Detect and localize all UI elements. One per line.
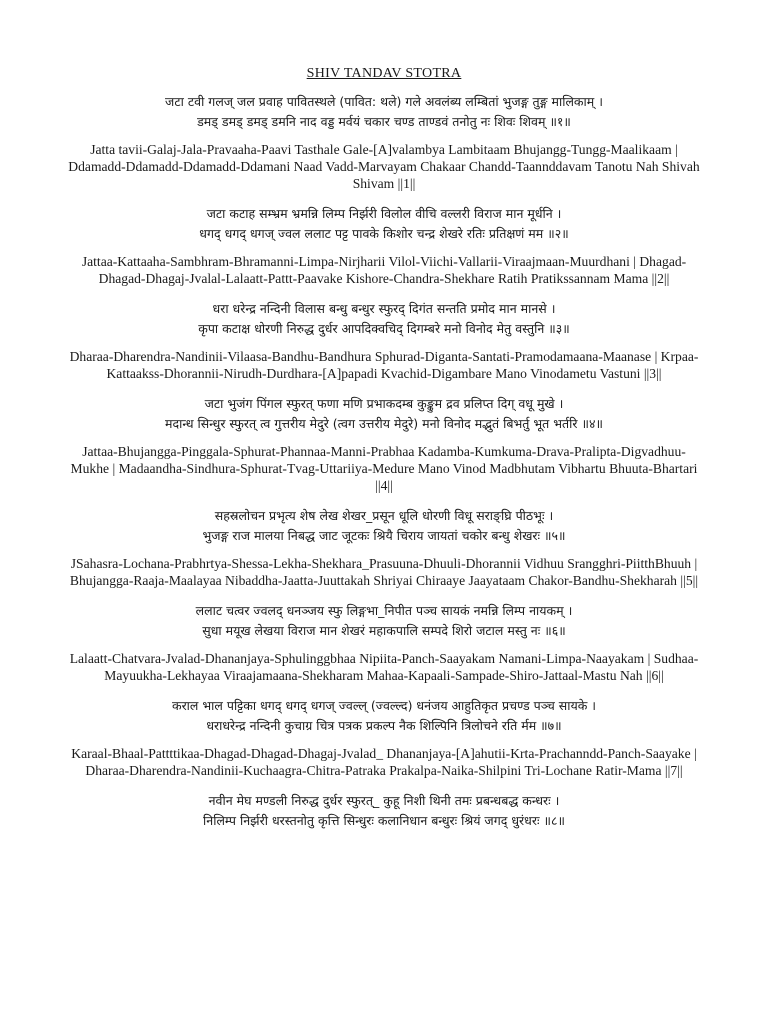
devanagari-verse [62,92,706,132]
devanagari-line: भुजङ्ग राज मालया निबद्ध जाट जूटकः श्रियै चिराय जायतां चकोर बन्धु शेखरः ॥५॥ [202,528,566,543]
devanagari-line: निलिम्प निर्झरी धरस्तनोतु कृत्ति सिन्धुरः कलानिधान बन्धुरः श्रियं जगद् धुरंधरः ॥८॥ [203,813,565,828]
transliteration: Karaal-Bhaal-Pattttikaa-Dhagad-Dhagad-Dhagaj-Jvalad_ Dhananjaya-[A]ahutii-Krta-Prachanndd-Panch-Saayake | Dharaa-Dharendra-Nandinii-Kuchaagra-Chitra-Patraka Prakalpa-Naika-Shilpini Tri-Lochane Ratir-Mama ||7|| [71,746,697,778]
verse-block [62,506,706,589]
verse-list [62,92,706,831]
transliteration: Lalaatt-Chatvara-Jvalad-Dhananjaya-Sphulinggbhaa Nipiita-Panch-Saayakam Namani-Limpa-Naayakam | Sudhaa-Mayuukha-Lekhayaa Viraajamaana-Shekharam Mahaa-Kapaali-Sampade-Shiro-Jattaal-Mastu Nah ||6|| [69,651,699,683]
verse-block [62,92,706,192]
transliteration: Jattaa-Kattaaha-Sambhram-Bhramanni-Limpa-Nirjharii Vilol-Viichi-Vallarii-Viraajmaan-Muurdhani | Dhagad-Dhagad-Dhagaj-Jvalal-Lalaatt-Pattt-Paavake Kishore-Chandra-Shekhare Ratih Pratikssannam Mama ||2|| [81,254,687,286]
transliteration: Jatta tavii-Galaj-Jala-Pravaaha-Paavi Tasthale Gale-[A]valambya Lambitaam Bhujangg-Tungg-Maalikaam | Ddamadd-Ddamadd-Ddamadd-Ddamani Naad Vadd-Marvayam Chakaar Chandd-Taannddavam Tanotu Nah Shivah Shivam ||1|| [68,142,700,191]
transliteration: JSahasra-Lochana-Prabhrtya-Shessa-Lekha-Shekhara_Prasuuna-Dhuuli-Dhorannii Vidhuu Srangghri-PiitthBhuuh | Bhujangga-Raaja-Maalayaa Nibaddha-Jaatta-Juuttakah Shriyai Chiraaye Jaayataam Chakor-Bandhu-Shekharah ||5|| [69,556,699,588]
devanagari-line: धगद् धगद् धगज् ज्वल ललाट पट्ट पावके किशोर चन्द्र शेखरे रतिः प्रतिक्षणं मम ॥२॥ [199,226,569,241]
devanagari-verse [62,394,706,434]
devanagari-verse [62,299,706,339]
transliteration: Dharaa-Dharendra-Nandinii-Vilaasa-Bandhu-Bandhura Sphurad-Diganta-Santati-Pramodamaana-Maanase | Krpaa-Kattaakss-Dhorannii-Nirudh-Durdhara-[A]papadi Kvachid-Digambare Mano Vinodametu Vastuni ||3|| [69,349,699,381]
verse-block [62,394,706,494]
verse-block [62,791,706,831]
devanagari-verse [62,204,706,244]
devanagari-line: डमड् डमड् डमड् डमनि नाद वड्ड मर्वयं चकार चण्ड ताण्डवं तनोतु नः शिवः शिवम् ॥१॥ [197,114,571,129]
devanagari-line: धराधरेन्द्र नन्दिनी कुचाग्र चित्र पत्रक प्रकल्प नैक शिल्पिनि त्रिलोचने रति र्मम ॥७॥ [206,718,562,733]
devanagari-verse [62,791,706,831]
devanagari-line: सुधा मयूख लेखया विराज मान शेखरं महाकपालि सम्पदे शिरो जटाल मस्तु नः ॥६॥ [202,623,566,638]
page-title: SHIV TANDAV STOTRA [306,66,462,81]
verse-block [62,299,706,382]
devanagari-line: कृपा कटाक्ष धोरणी निरुद्ध दुर्धर आपदिक्वचिद् दिगम्बरे मनो विनोद मेतु वस्तुनि ॥३॥ [198,321,570,336]
devanagari-line: जटा कटाह सम्भ्रम भ्रमन्नि लिम्प निर्झरी विलोल वीचि वल्लरी विराज मान मूर्धनि । [206,206,562,221]
devanagari-line: कराल भाल पट्टिका धगद् धगद् धगज् ज्वल्ल् (ज्वल्ल्द) धनंजय आहुतिकृत प्रचण्ड पञ्च सायके । [171,698,597,713]
devanagari-verse [62,696,706,736]
verse-block [62,204,706,287]
devanagari-line: मदान्ध सिन्धुर स्फुरत् त्व गुत्तरीय मेदुरे (त्वग उत्तरीय मेदुरे) मनो विनोद मद्भुतं बिभर्तु भूत भर्तरि ॥४॥ [165,416,603,431]
devanagari-line: सहस्रलोचन प्रभृत्य शेष लेख शेखर_प्रसून धूलि धोरणी विधू सराङ्घ्रि पीठभूः । [214,508,554,523]
devanagari-verse [62,601,706,641]
verse-block [62,696,706,779]
devanagari-line: जटा भुजंग पिंगल स्फुरत् फणा मणि प्रभाकदम्ब कुङ्कुम द्रव प्रलिप्त दिग् वधू मुखे । [204,396,564,411]
devanagari-line: नवीन मेघ मण्डली निरुद्ध दुर्धर स्फुरत्_ कुहू निशी थिनी तमः प्रबन्धबद्ध कन्धरः । [208,793,560,808]
verse-block [62,601,706,684]
devanagari-verse [62,506,706,546]
devanagari-line: धरा धरेन्द्र नन्दिनी विलास बन्धु बन्धुर स्फुरद् दिगंत सन्तति प्रमोद मान मानसे । [212,301,556,316]
devanagari-line: ललाट चत्वर ज्वलद् धनञ्जय स्फु लिङ्गभा_निपीत पञ्च सायकं नमन्नि लिम्प नायकम् । [195,603,573,618]
devanagari-line: जटा टवी गलज् जल प्रवाह पावितस्थले (पावित: थले) गले अवलंब्य लम्बितां भुजङ्ग तुङ्ग मालिकाम् । [165,94,603,109]
transliteration: Jattaa-Bhujangga-Pinggala-Sphurat-Phannaa-Manni-Prabhaa Kadamba-Kumkuma-Drava-Pralipta-Digvadhuu-Mukhe | Madaandha-Sindhura-Sphurat-Tvag-Uttariiya-Medure Mano Vinod Madbhutam Vibhartu Bhuuta-Bhartari ||4|| [70,444,698,493]
